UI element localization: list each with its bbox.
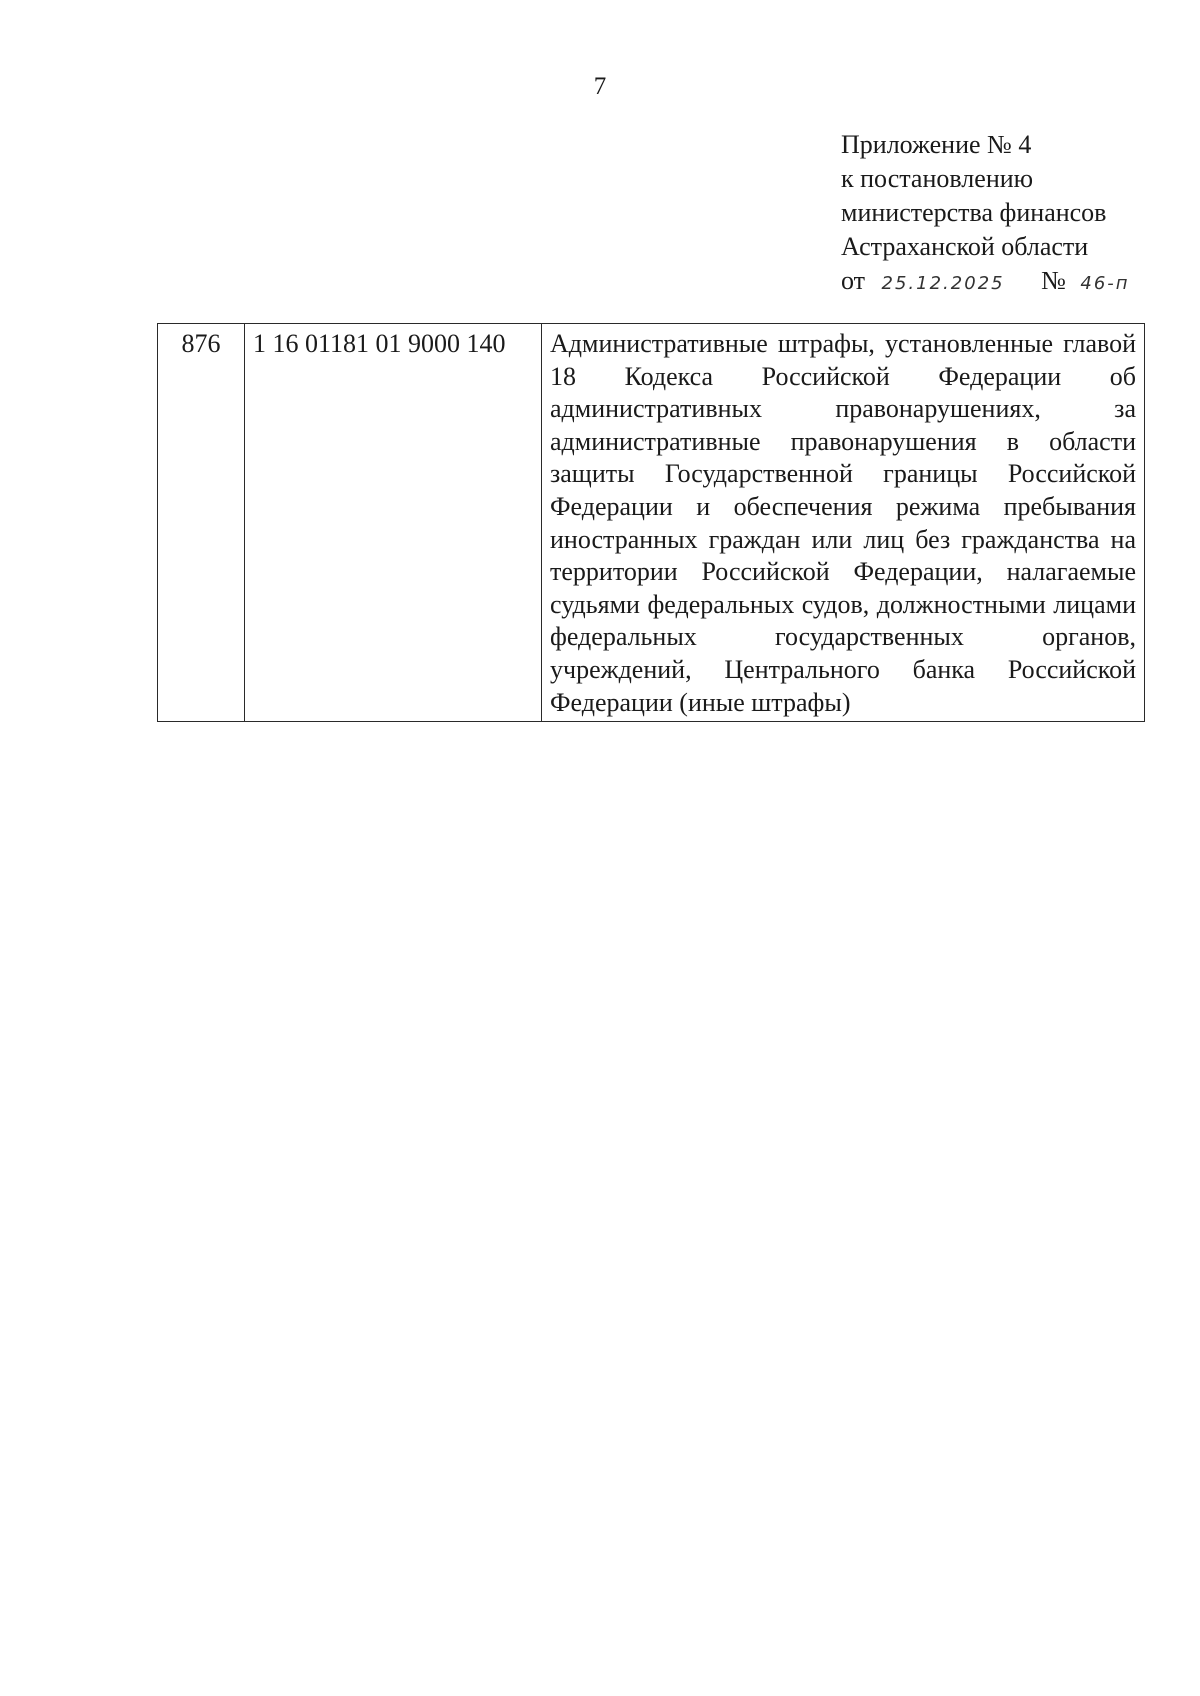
- admin-code-cell: 876: [158, 324, 245, 722]
- number-label: №: [1041, 266, 1066, 295]
- description-cell: Административные штрафы, установленные главой 18 Кодекса Российской Федерации об административных правонарушениях, за административные правонарушения в области защиты Государственной границы Российской Федерации и обеспечения режима пребывания иностранных граждан или лиц без гражданства на территории Российской Федерации, налагаемые судьями федеральных судов, должностными лицами федеральных государственных органов, учреждений, Центрального банка Российской Федерации (иные штрафы): [542, 324, 1145, 722]
- appendix-header: [841, 128, 1171, 301]
- appendix-title: Приложение № 4: [841, 130, 1032, 159]
- appendix-date-line: [841, 264, 1171, 301]
- budget-code-cell: 1 16 01181 01 9000 140: [245, 324, 542, 722]
- budget-codes-table: [157, 323, 1145, 722]
- table-row: [158, 324, 1145, 722]
- date-prefix: от: [841, 266, 866, 295]
- handwritten-date: 25.12.2025: [881, 273, 1005, 294]
- appendix-issuer: министерства финансов: [841, 198, 1107, 227]
- page-number: 7: [593, 73, 607, 100]
- appendix-region: Астраханской области: [841, 232, 1089, 261]
- appendix-reference: к постановлению: [841, 164, 1034, 193]
- handwritten-number: 46-п: [1080, 273, 1130, 294]
